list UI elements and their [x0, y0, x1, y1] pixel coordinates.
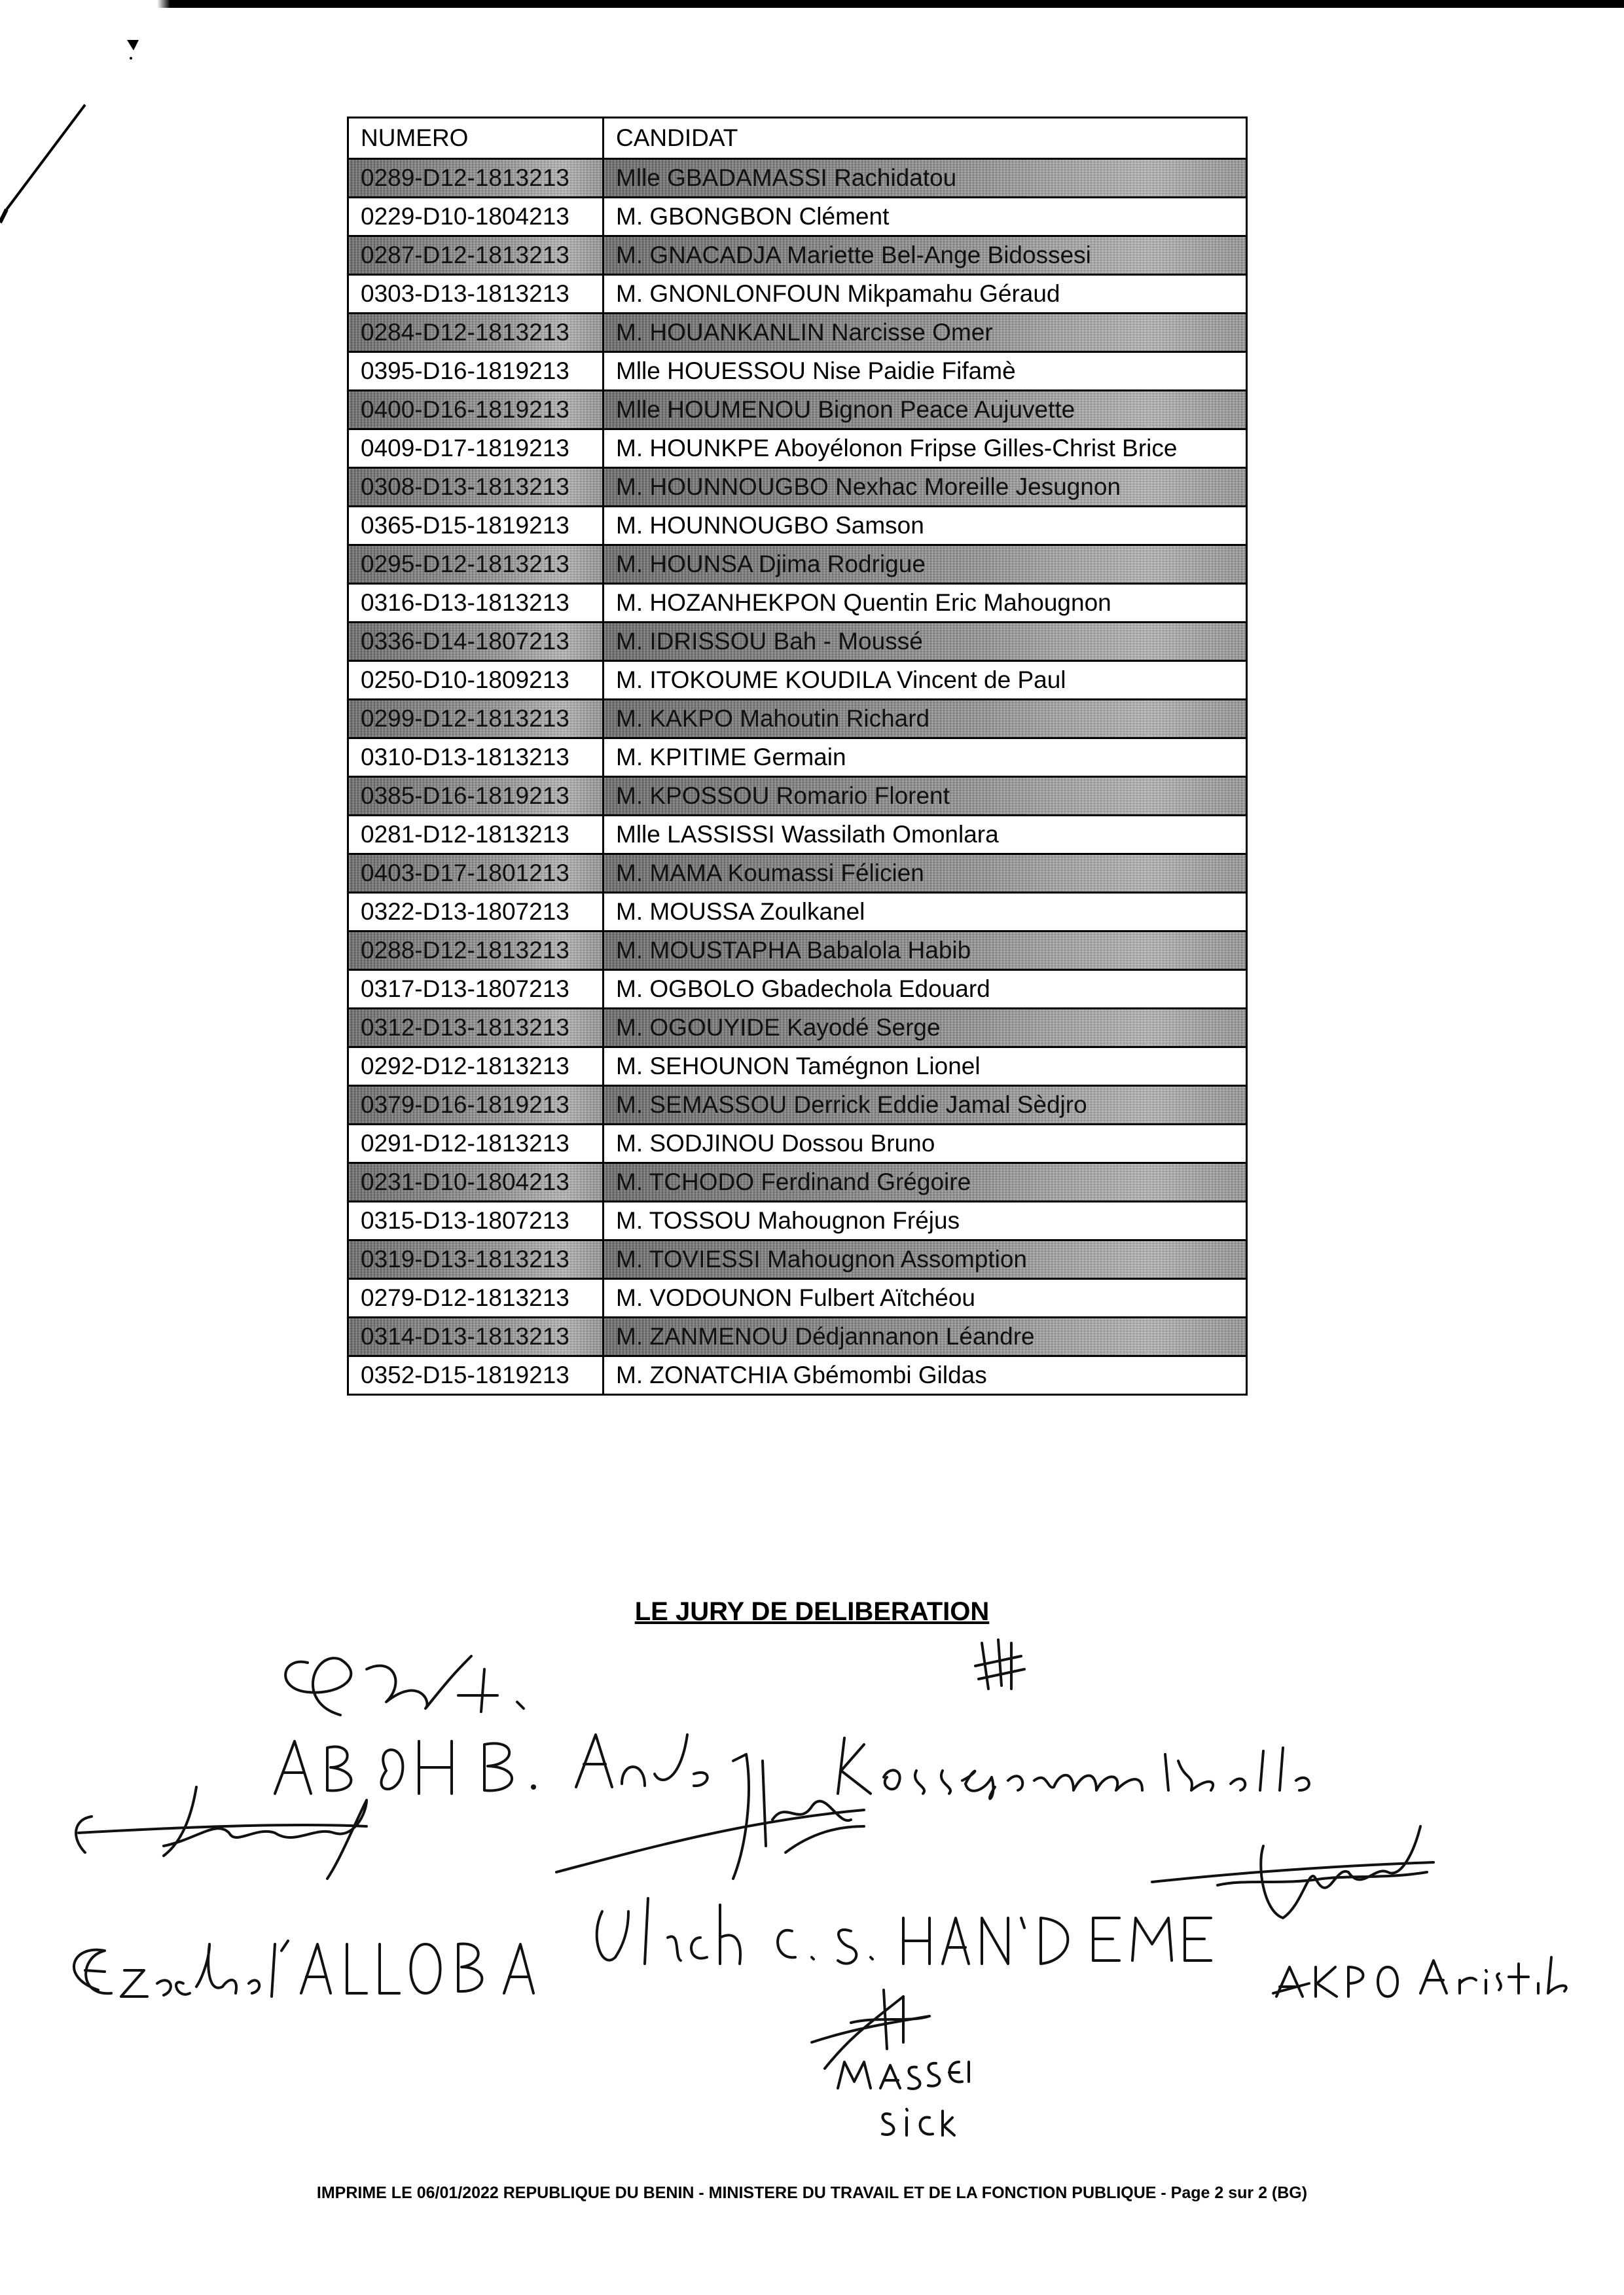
candidate-number: 0400-D16-1819213 — [348, 391, 604, 429]
table-row — [348, 1163, 1247, 1202]
signature-alloba — [74, 1787, 533, 1997]
table-row — [348, 198, 1247, 236]
candidate-name: M. ITOKOUME KOUDILA Vincent de Paul — [604, 661, 1247, 700]
table-row — [348, 661, 1247, 700]
candidate-number: 0312-D13-1813213 — [348, 1009, 604, 1047]
scan-top-edge — [0, 0, 1624, 8]
table-row — [348, 545, 1247, 584]
scan-corner-mark — [0, 98, 92, 229]
candidat-header: CANDIDAT — [604, 118, 1247, 159]
signature-massem — [812, 1990, 969, 2135]
candidate-name: M. ZANMENOU Dédjannanon Léandre — [604, 1318, 1247, 1356]
candidate-name: Mlle HOUESSOU Nise Paidie Fifamè — [604, 352, 1247, 391]
candidate-number: 0281-D12-1813213 — [348, 816, 604, 854]
table-row — [348, 468, 1247, 507]
candidate-number: 0308-D13-1813213 — [348, 468, 604, 507]
candidates-table — [347, 117, 1248, 1396]
candidate-name: M. ZONATCHIA Gbémombi Gildas — [604, 1356, 1247, 1395]
signature-stamp-mark — [975, 1640, 1024, 1689]
signature-handeme — [556, 1754, 1211, 1964]
candidate-number: 0322-D13-1807213 — [348, 893, 604, 931]
page-footer: IMPRIME LE 06/01/2022 REPUBLIQUE DU BENIN - MINISTERE DU TRAVAIL ET DE LA FONCTION PUBLIQUE - Page 2 sur 2 (BG) — [316, 2184, 1308, 2202]
candidate-number: 0229-D10-1804213 — [348, 198, 604, 236]
candidate-number: 0319-D13-1813213 — [348, 1240, 604, 1279]
signature-aboh — [275, 1656, 746, 1794]
candidate-number: 0316-D13-1813213 — [348, 584, 604, 623]
table-row — [348, 352, 1247, 391]
candidate-name: M. TOSSOU Mahougnon Fréjus — [604, 1202, 1247, 1240]
candidate-number: 0379-D16-1819213 — [348, 1086, 604, 1125]
candidate-number: 0288-D12-1813213 — [348, 931, 604, 970]
candidate-number: 0303-D13-1813213 — [348, 275, 604, 314]
candidate-number: 0409-D17-1819213 — [348, 429, 604, 468]
candidate-number: 0295-D12-1813213 — [348, 545, 604, 584]
candidate-name: M. MOUSSA Zoulkanel — [604, 893, 1247, 931]
candidate-number: 0299-D12-1813213 — [348, 700, 604, 738]
candidate-name: Mlle HOUMENOU Bignon Peace Aujuvette — [604, 391, 1247, 429]
table-row — [348, 1318, 1247, 1356]
candidate-number: 0385-D16-1819213 — [348, 777, 604, 816]
candidate-name: M. TOVIESSI Mahougnon Assomption — [604, 1240, 1247, 1279]
candidate-number: 0250-D10-1809213 — [348, 661, 604, 700]
candidate-name: M. SEMASSOU Derrick Eddie Jamal Sèdjro — [604, 1086, 1247, 1125]
candidate-name: M. GNACADJA Mariette Bel-Ange Bidossesi — [604, 236, 1247, 275]
candidate-number: 0292-D12-1813213 — [348, 1047, 604, 1086]
table-row — [348, 314, 1247, 352]
candidate-number: 0403-D17-1801213 — [348, 854, 604, 893]
candidate-name: M. HOUANKANLIN Narcisse Omer — [604, 314, 1247, 352]
scan-speck — [124, 36, 144, 62]
table-row — [348, 429, 1247, 468]
candidate-number: 0291-D12-1813213 — [348, 1125, 604, 1163]
table-row — [348, 970, 1247, 1009]
candidate-number: 0395-D16-1819213 — [348, 352, 604, 391]
table-row — [348, 893, 1247, 931]
candidate-name: M. SEHOUNON Tamégnon Lionel — [604, 1047, 1247, 1086]
candidate-name: M. HOUNSA Djima Rodrigue — [604, 545, 1247, 584]
candidate-name: M. MAMA Koumassi Félicien — [604, 854, 1247, 893]
table-row — [348, 275, 1247, 314]
table-row — [348, 1047, 1247, 1086]
candidate-name: M. SODJINOU Dossou Bruno — [604, 1125, 1247, 1163]
table-row — [348, 1279, 1247, 1318]
candidate-number: 0284-D12-1813213 — [348, 314, 604, 352]
candidate-number: 0352-D15-1819213 — [348, 1356, 604, 1395]
candidate-number: 0315-D13-1807213 — [348, 1202, 604, 1240]
table-row — [348, 816, 1247, 854]
table-row — [348, 507, 1247, 545]
candidate-name: M. OGBOLO Gbadechola Edouard — [604, 970, 1247, 1009]
jury-title: LE JURY DE DELIBERATION — [634, 1597, 990, 1626]
candidate-name: M. KAKPO Mahoutin Richard — [604, 700, 1247, 738]
candidate-name: M. VODOUNON Fulbert Aïtchéou — [604, 1279, 1247, 1318]
candidate-name: M. GBONGBON Clément — [604, 198, 1247, 236]
candidate-number: 0289-D12-1813213 — [348, 159, 604, 198]
table-row — [348, 236, 1247, 275]
candidate-number: 0287-D12-1813213 — [348, 236, 604, 275]
candidate-name: M. MOUSTAPHA Babalola Habib — [604, 931, 1247, 970]
table-row — [348, 584, 1247, 623]
candidate-number: 0231-D10-1804213 — [348, 1163, 604, 1202]
jury-signatures — [0, 1630, 1624, 2167]
candidates-table-body — [348, 159, 1247, 1395]
signature-akpo — [1152, 1826, 1566, 1997]
candidate-name: M. GNONLONFOUN Mikpamahu Géraud — [604, 275, 1247, 314]
numero-header: NUMERO — [348, 118, 604, 159]
table-row — [348, 1240, 1247, 1279]
candidate-name: M. IDRISSOU Bah - Moussé — [604, 623, 1247, 661]
candidate-name: Mlle LASSISSI Wassilath Omonlara — [604, 816, 1247, 854]
table-row — [348, 1009, 1247, 1047]
table-header-row — [348, 118, 1247, 159]
candidate-number: 0310-D13-1813213 — [348, 738, 604, 777]
candidate-name: M. HOZANHEKPON Quentin Eric Mahougnon — [604, 584, 1247, 623]
table-row — [348, 623, 1247, 661]
candidate-number: 0336-D14-1807213 — [348, 623, 604, 661]
table-row — [348, 1125, 1247, 1163]
candidate-number: 0317-D13-1807213 — [348, 970, 604, 1009]
table-row — [348, 854, 1247, 893]
table-row — [348, 159, 1247, 198]
signature-kossegannon — [838, 1738, 1309, 1799]
candidate-name: M. TCHODO Ferdinand Grégoire — [604, 1163, 1247, 1202]
candidate-name: M. KPOSSOU Romario Florent — [604, 777, 1247, 816]
table-row — [348, 391, 1247, 429]
table-row — [348, 931, 1247, 970]
table-row — [348, 777, 1247, 816]
table-row — [348, 738, 1247, 777]
table-row — [348, 1202, 1247, 1240]
table-row — [348, 700, 1247, 738]
candidate-name: M. HOUNKPE Aboyélonon Fripse Gilles-Christ Brice — [604, 429, 1247, 468]
candidate-name: M. HOUNNOUGBO Nexhac Moreille Jesugnon — [604, 468, 1247, 507]
candidate-name: M. OGOUYIDE Kayodé Serge — [604, 1009, 1247, 1047]
table-row — [348, 1086, 1247, 1125]
candidate-number: 0279-D12-1813213 — [348, 1279, 604, 1318]
candidate-number: 0365-D15-1819213 — [348, 507, 604, 545]
candidate-name: M. KPITIME Germain — [604, 738, 1247, 777]
table-row — [348, 1356, 1247, 1395]
candidate-number: 0314-D13-1813213 — [348, 1318, 604, 1356]
candidate-name: Mlle GBADAMASSI Rachidatou — [604, 159, 1247, 198]
candidate-name: M. HOUNNOUGBO Samson — [604, 507, 1247, 545]
